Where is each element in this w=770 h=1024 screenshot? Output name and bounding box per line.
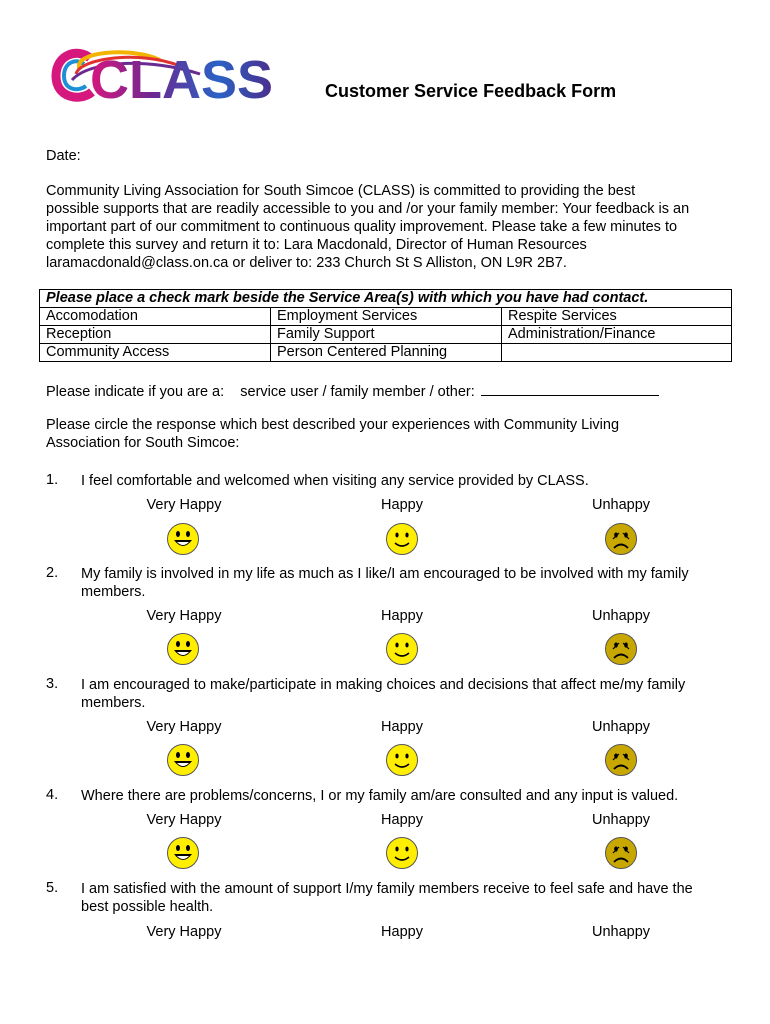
intro-line: complete this survey and return it to: Lara Macdonald, Director of Human Resources	[46, 237, 587, 253]
question-line: members.	[81, 695, 146, 711]
question-line: My family is involved in my life as much as I like/I am encouraged to be involved with my family	[81, 566, 689, 582]
very-happy-face-icon[interactable]	[166, 522, 200, 556]
unhappy-face-icon[interactable]	[604, 522, 638, 556]
instruction-line: Association for South Simcoe:	[46, 435, 240, 451]
service-cell[interactable]: Administration/Finance	[502, 326, 732, 344]
question-line: I am encouraged to make/participate in making choices and decisions that affect me/my family	[81, 677, 686, 693]
instruction-paragraph	[46, 416, 619, 452]
question-number: 5.	[46, 880, 59, 896]
intro-line: Community Living Association for South Simcoe (CLASS) is committed to providing the best	[46, 183, 636, 199]
rating-label-unhappy: Unhappy	[591, 812, 651, 828]
role-prompt: Please indicate if you are a:	[46, 384, 225, 400]
happy-face-icon[interactable]	[385, 836, 419, 870]
question-line: I feel comfortable and welcomed when visiting any service provided by CLASS.	[81, 473, 589, 489]
svg-text:CLASS: CLASS	[90, 50, 274, 110]
rating-label-unhappy: Unhappy	[591, 924, 651, 940]
rating-label-very-happy: Very Happy	[146, 812, 222, 828]
question-number: 3.	[46, 676, 59, 692]
rating-label-very-happy: Very Happy	[146, 497, 222, 513]
service-cell[interactable]: Respite Services	[502, 308, 732, 326]
question-number: 4.	[46, 787, 59, 803]
rating-label-happy: Happy	[381, 719, 423, 735]
instruction-line: Please circle the response which best described your experiences with Community Living	[46, 417, 620, 433]
service-cell[interactable]: Community Access	[40, 344, 271, 362]
intro-line: laramacdonald@class.on.ca or deliver to: 233 Church St S Alliston, ON L9R 2B7.	[46, 255, 567, 271]
service-cell[interactable]: Reception	[40, 326, 271, 344]
question-line: members.	[81, 584, 146, 600]
question-text	[81, 472, 731, 490]
service-cell[interactable]: Person Centered Planning	[271, 344, 502, 362]
very-happy-face-icon[interactable]	[166, 743, 200, 777]
role-line	[46, 381, 659, 400]
question-line: I am satisfied with the amount of support I/my family members receive to feel safe and have the	[81, 881, 693, 897]
unhappy-face-icon[interactable]	[604, 743, 638, 777]
unhappy-face-icon[interactable]	[604, 632, 638, 666]
rating-label-very-happy: Very Happy	[146, 608, 222, 624]
question-line: Where there are problems/concerns, I or my family am/are consulted and any input is valued.	[81, 788, 679, 804]
intro-line: possible supports that are readily accessible to you and /or your family member: Your feedback is an	[46, 201, 690, 217]
question-number: 1.	[46, 472, 59, 488]
unhappy-face-icon[interactable]	[604, 836, 638, 870]
role-options[interactable]: service user / family member / other:	[240, 384, 475, 400]
rating-label-unhappy: Unhappy	[591, 608, 651, 624]
rating-label-happy: Happy	[381, 608, 423, 624]
service-cell[interactable]	[502, 344, 732, 362]
rating-label-very-happy: Very Happy	[146, 719, 222, 735]
happy-face-icon[interactable]	[385, 743, 419, 777]
question-text	[81, 676, 731, 712]
service-cell[interactable]: Family Support	[271, 326, 502, 344]
rating-label-happy: Happy	[381, 812, 423, 828]
page-title: Customer Service Feedback Form	[325, 81, 617, 101]
rating-label-unhappy: Unhappy	[591, 497, 651, 513]
question-text	[81, 880, 731, 916]
question-text	[81, 565, 731, 601]
rating-label-happy: Happy	[381, 924, 423, 940]
intro-paragraph	[46, 182, 726, 272]
very-happy-face-icon[interactable]	[166, 836, 200, 870]
question-text	[81, 787, 731, 805]
service-table-header: Please place a check mark beside the Service Area(s) with which you have had contact.	[40, 290, 732, 308]
date-label: Date:	[46, 148, 81, 164]
rating-label-happy: Happy	[381, 497, 423, 513]
question-number: 2.	[46, 565, 59, 581]
intro-line: important part of our commitment to continuous quality improvement. Please take a few minutes to	[46, 219, 678, 235]
rating-label-unhappy: Unhappy	[591, 719, 651, 735]
rating-label-very-happy: Very Happy	[146, 924, 222, 940]
happy-face-icon[interactable]	[385, 522, 419, 556]
happy-face-icon[interactable]	[385, 632, 419, 666]
class-logo	[50, 44, 274, 110]
service-cell[interactable]: Employment Services	[271, 308, 502, 326]
very-happy-face-icon[interactable]	[166, 632, 200, 666]
other-blank-field[interactable]	[481, 381, 659, 396]
question-line: best possible health.	[81, 899, 214, 915]
service-cell[interactable]: Accomodation	[40, 308, 271, 326]
service-area-table	[39, 289, 732, 362]
